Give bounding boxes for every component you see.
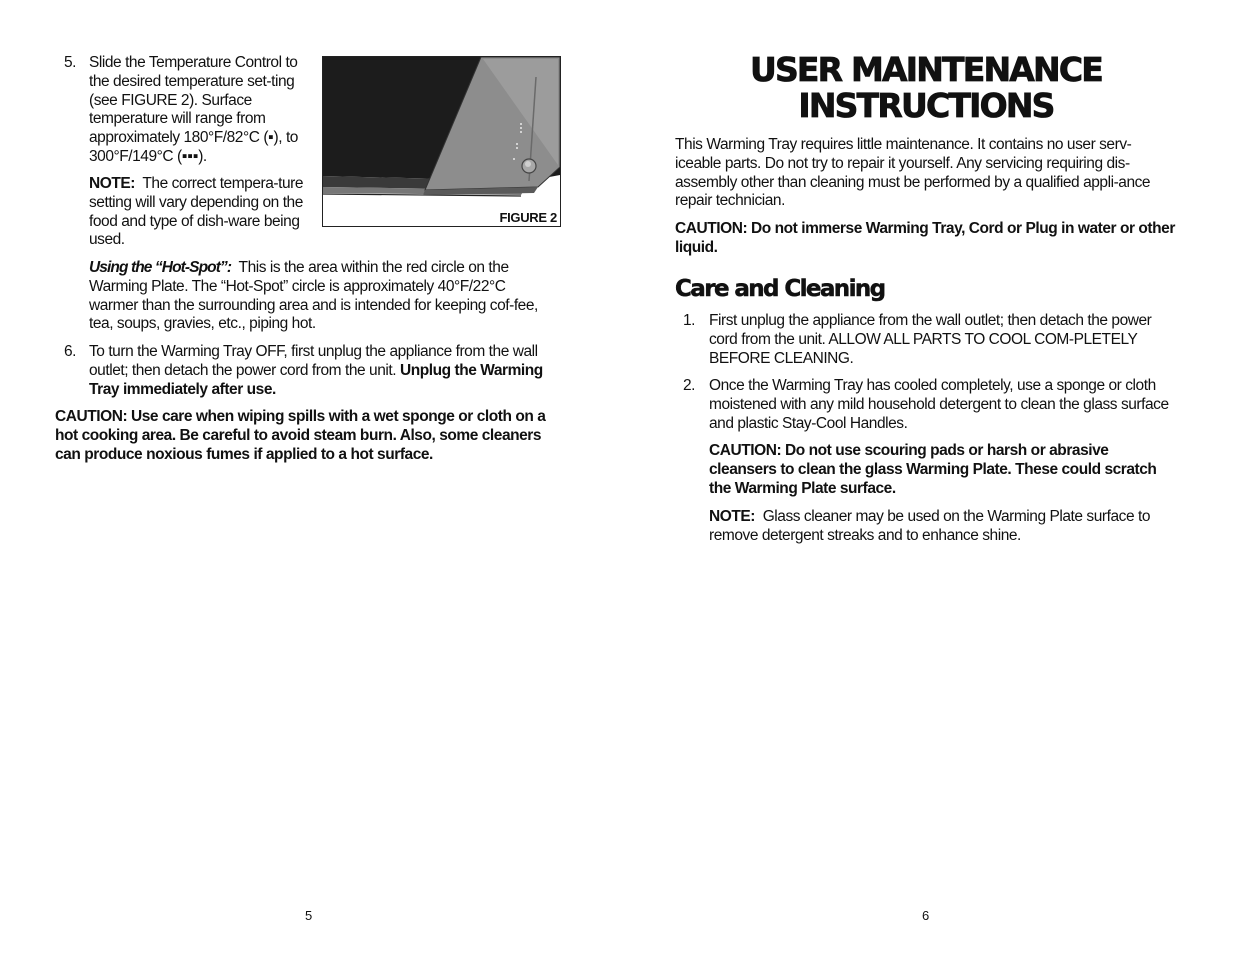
note-text: Glass cleaner may be used on the Warming Plate surface to remove detergent streaks and to enhance shine. xyxy=(709,508,1150,544)
high-setting-symbol: ▪▪▪ xyxy=(181,147,199,165)
item-number: 5. xyxy=(64,54,77,71)
hot-spot-label: Using the “Hot-Spot”: xyxy=(89,259,232,276)
page-title: USER MAINTENANCE INSTRUCTIONS xyxy=(749,50,1103,125)
note-label: NOTE: xyxy=(89,175,135,192)
caution-paragraph: CAUTION: Do not immerse Warming Tray, Cord or Plug in water or other liquid. xyxy=(675,220,1175,256)
item-text: First unplug the appliance from the wall outlet; then detach the power cord from the unit. ALLOW ALL PARTS TO COOL COM-PLETELY BEFORE CLEANING. xyxy=(709,312,1152,367)
note-paragraph xyxy=(709,508,1179,546)
note-label: NOTE: xyxy=(709,508,755,525)
item-text: Slide the Temperature Control to the desired temperature set-ting (see FIGURE 2). Surface temperature will range from approximately 180°F/82°C (▪), to 300°F/149°C (▪▪▪). xyxy=(89,54,298,165)
section-title: Care and Cleaning xyxy=(675,276,885,302)
list-item-5 xyxy=(64,54,308,167)
list-item-1 xyxy=(683,312,1178,368)
item-number: 2. xyxy=(683,377,696,394)
figure-2 xyxy=(322,56,561,227)
item-text: Once the Warming Tray has cooled completely, use a sponge or cloth moistened with any mild household detergent to clean the glass surface and plastic Stay-Cool Handles. xyxy=(709,377,1169,432)
hot-spot-text: This is the area within the red circle on the Warming Plate. The “Hot-Spot” circle is approximately 40°F/22°C warmer than the surrounding area and is intended for keeping cof-fee, tea, soups, gravies, etc., piping hot. xyxy=(89,259,538,333)
right-page xyxy=(617,0,1235,954)
note-paragraph xyxy=(89,175,309,250)
hot-spot-paragraph xyxy=(89,259,551,334)
figure-caption: FIGURE 2 xyxy=(499,210,557,225)
item-number: 1. xyxy=(683,312,696,329)
note-text: The correct tempera-ture setting will vary depending on the food and type of dish-ware being used. xyxy=(89,175,304,249)
caution-paragraph: CAUTION: Use care when wiping spills with a wet sponge or cloth on a hot cooking area. Be careful to avoid steam burn. Also, some cleaners can produce noxious fumes if applied to a hot surface. xyxy=(55,408,546,463)
item-number: 6. xyxy=(64,343,77,360)
intro-paragraph: This Warming Tray requires little maintenance. It contains no user serv-iceable parts. Do not try to repair it yourself. Any servicing requiring dis-assembly other than cleaning must be performed by a qualified appli-ance repair technician. xyxy=(675,136,1151,210)
page-number: 5 xyxy=(305,908,313,923)
list-item-2 xyxy=(683,377,1178,433)
low-setting-symbol: ▪ xyxy=(268,129,274,147)
item-caution-paragraph: CAUTION: Do not use scouring pads or harsh or abrasive cleansers to clean the glass Warming Plate. These could scratch the Warming Plate surface. xyxy=(709,442,1157,497)
page-number: 6 xyxy=(922,908,930,923)
left-page xyxy=(0,0,617,954)
item-bold-text: Unplug the Warming Tray immediately after use. xyxy=(89,361,543,398)
warming-tray-illustration xyxy=(323,57,560,226)
item-text: To turn the Warming Tray OFF, first unplug the appliance from the wall outlet; then detach the power cord from the unit. Unplug the Warming Tray immediately after use. xyxy=(89,343,543,398)
list-item-6 xyxy=(64,343,554,399)
